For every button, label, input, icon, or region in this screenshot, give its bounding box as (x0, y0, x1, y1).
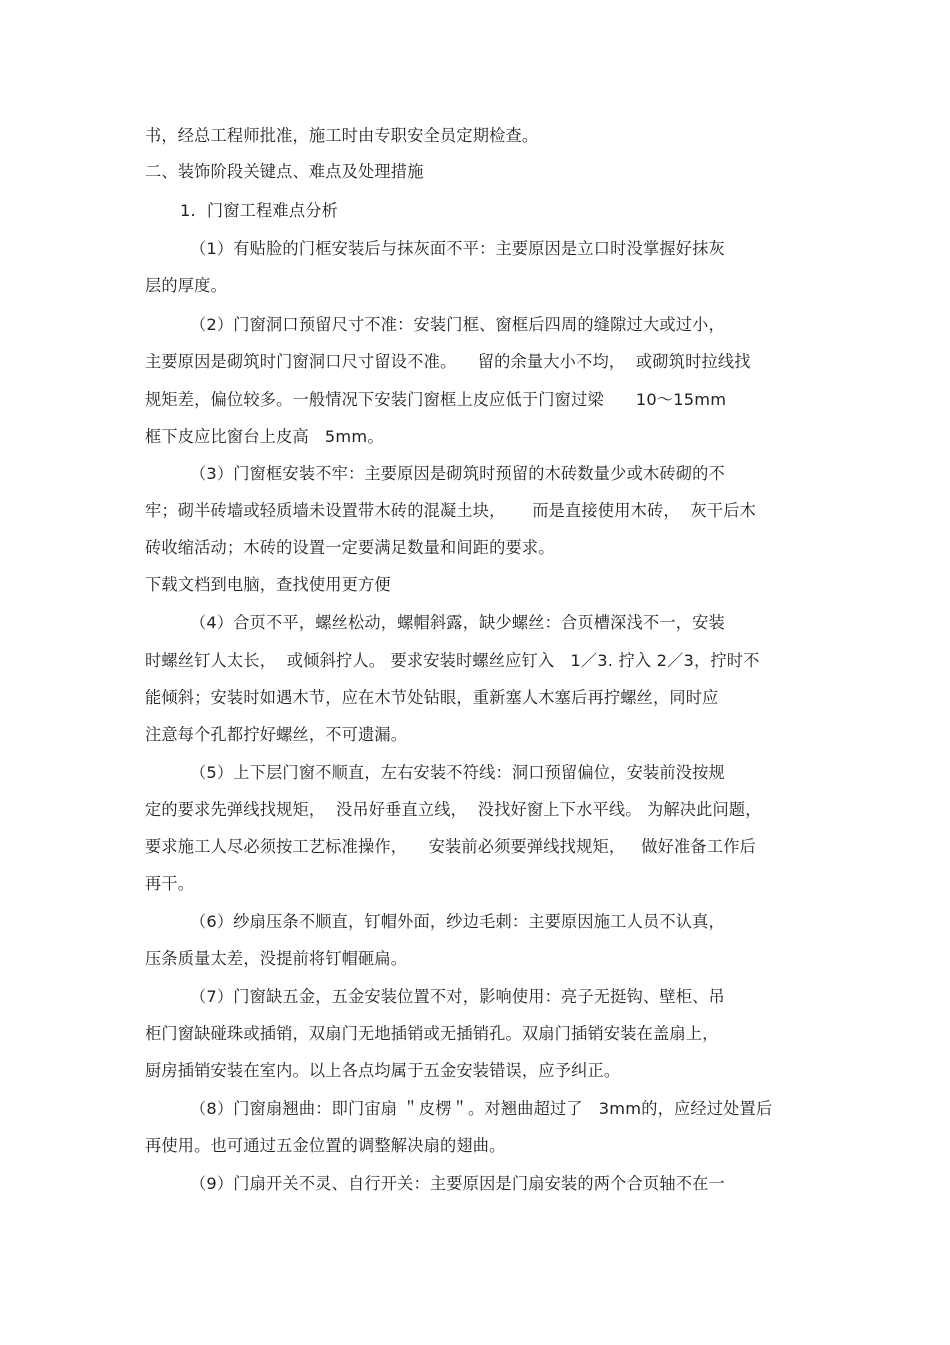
text-line: （6）纱扇压条不顺直，钉帽外面，纱边毛刺：主要原因施工人员不认真， (190, 912, 725, 931)
text-line: （5）上下层门窗不顺直，左右安装不符线：洞口预留偏位，安装前没按规 (190, 763, 725, 782)
text-line: 要求施工人尽必须按工艺标准操作， 安装前必须要弹线找规矩， 做好准备工作后 (145, 837, 756, 856)
text-line: （9）门扇开关不灵、自行开关：主要原因是门扇安装的两个合页轴不在一 (190, 1174, 725, 1193)
section-heading: 二、装饰阶段关键点、难点及处理措施 (145, 162, 424, 181)
text-line: 框下皮应比窗台上皮高 5mm。 (145, 427, 384, 446)
text-line: 压条质量太差，没提前将钉帽砸扁。 (145, 949, 408, 968)
text-line: 再使用。也可通过五金位置的调整解决扇的翅曲。 (145, 1136, 506, 1155)
download-notice: 下载文档到电脑，查找使用更方便 (145, 575, 391, 594)
text-line: 时螺丝钉人太长， 或倾斜拧人。 要求安装时螺丝应钉入 1／3. 拧入 2／3，拧时不 (145, 651, 760, 670)
text-line: （7）门窗缺五金，五金安装位置不对，影响使用：亮子无挺钩、壁柜、吊 (190, 987, 725, 1006)
text-line: 砖收缩活动；木砖的设置一定要满足数量和间距的要求。 (145, 538, 555, 557)
text-line: 层的厚度。 (145, 276, 227, 295)
subsection-heading: 1．门窗工程难点分析 (180, 201, 338, 220)
text-line: 牢；砌半砖墙或轻质墙未设置带木砖的混凝土块， 而是直接使用木砖， 灰干后木 (145, 501, 756, 520)
text-line: 再干。 (145, 874, 195, 893)
text-line: 定的要求先弹线找规矩， 没吊好垂直立线， 没找好窗上下水平线。 为解决此问题， (145, 800, 762, 819)
text-line: 厨房插销安装在室内。以上各点均属于五金安装错误，应予纠正。 (145, 1061, 621, 1080)
text-line: 书，经总工程师批准，施工时由专职安全员定期检查。 (145, 126, 539, 145)
text-line: 能倾斜；安装时如遇木节，应在木节处钻眼，重新塞人木塞后再拧螺丝，同时应 (145, 688, 719, 707)
text-line: （2）门窗洞口预留尺寸不准：安装门框、窗框后四周的缝隙过大或过小， (190, 315, 725, 334)
text-line: （4）合页不平，螺丝松动，螺帽斜露，缺少螺丝：合页槽深浅不一，安装 (190, 613, 725, 632)
text-line: （1）有贴脸的门框安装后与抹灰面不平：主要原因是立口时没掌握好抹灰 (190, 239, 725, 258)
text-line: （3）门窗框安装不牢：主要原因是砌筑时预留的木砖数量少或木砖砌的不 (190, 464, 725, 483)
text-line: 柜门窗缺碰珠或插销，双扇门无地插销或无插销孔。双扇门插销安装在盖扇上， (145, 1024, 719, 1043)
text-line: 主要原因是砌筑时门窗洞口尺寸留设不准。 留的余量大小不均， 或砌筑时拉线找 (145, 352, 751, 371)
text-line: 规矩差，偏位较多。一般情况下安装门窗框上皮应低于门窗过梁 10～15mm (145, 390, 727, 409)
text-line: （8）门窗扇翘曲：即门宙扇 ＂皮楞＂。对翘曲超过了 3mm的，应经过处置后 (190, 1099, 773, 1118)
text-line: 注意每个孔都拧好螺丝，不可遗漏。 (145, 725, 408, 744)
